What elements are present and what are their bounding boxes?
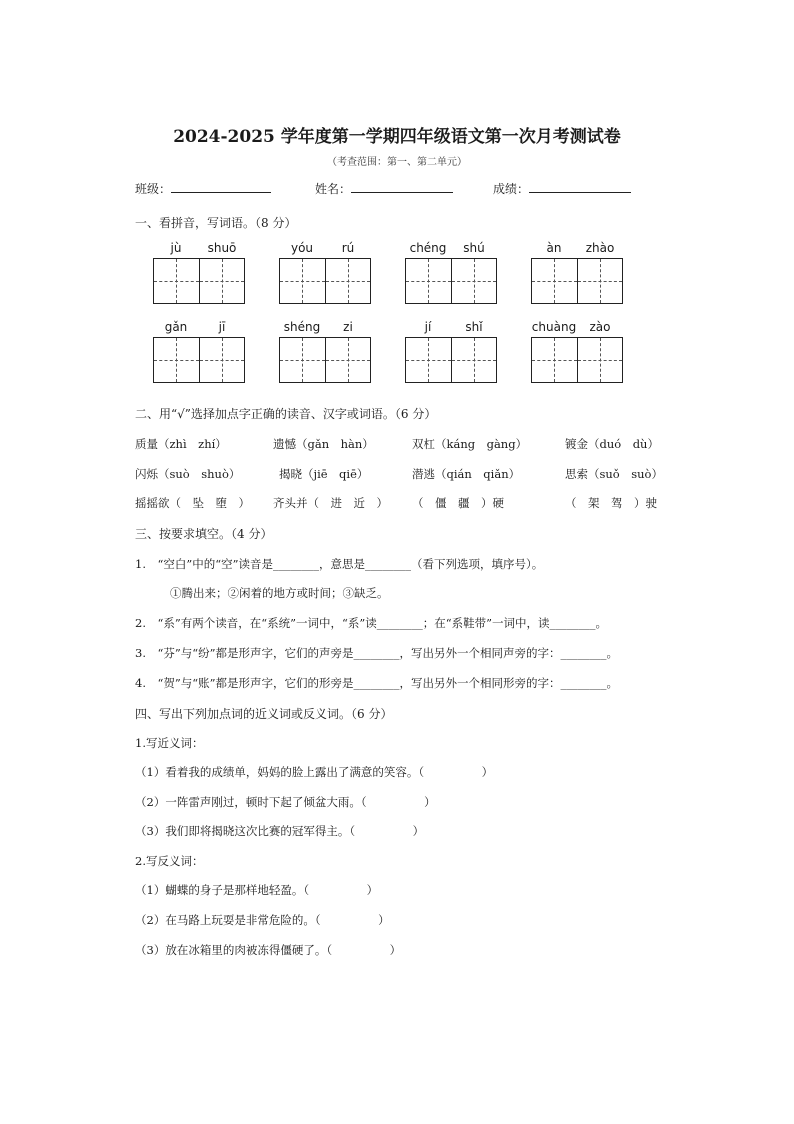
synonym-item[interactable]: （3）我们即将揭晓这次比赛的冠军得主。（ ） bbox=[135, 824, 425, 838]
synonym-heading: 1.写近义词： bbox=[135, 736, 204, 750]
section2-heading: 二、用“√”选择加点字正确的读音、汉字或词语。（6 分） bbox=[135, 407, 437, 421]
synonym-item[interactable]: （2）一阵雷声刚过，顿时下起了倾盆大雨。（ ） bbox=[135, 795, 436, 809]
exam-title: 2024-2025 学年度第一学期四年级语文第一次月考测试卷 bbox=[173, 127, 621, 147]
class-blank[interactable] bbox=[171, 180, 271, 193]
fill-question-3[interactable]: 3. “芬”与“纷”都是形声字，它们的声旁是________，写出另外一个相同声旁的字：________。 bbox=[135, 646, 618, 660]
writing-grid[interactable] bbox=[531, 337, 623, 383]
name-field[interactable] bbox=[315, 180, 453, 197]
class-label: 班级： bbox=[135, 182, 172, 196]
choice-item[interactable]: （ 架 驾 ）驶 bbox=[565, 496, 657, 510]
pinyin-label: gǎn jī bbox=[164, 320, 226, 334]
pinyin-label: shéng zi bbox=[283, 320, 353, 334]
choice-item[interactable]: 摇摇欲（ 坠 堕 ） bbox=[135, 496, 250, 510]
pinyin-label: jù shuō bbox=[170, 241, 237, 255]
score-field[interactable] bbox=[493, 180, 631, 197]
choice-item[interactable]: 潜逃（qián qiǎn） bbox=[412, 467, 521, 481]
choice-item[interactable]: （ 僵 疆 ）硬 bbox=[412, 496, 504, 510]
synonym-item[interactable]: （1）看着我的成绩单，妈妈的脸上露出了满意的笑容。（ ） bbox=[135, 765, 494, 779]
choice-item[interactable]: 闪烁（suò shuò） bbox=[135, 467, 241, 481]
writing-grid[interactable] bbox=[153, 337, 245, 383]
writing-grid[interactable] bbox=[153, 258, 245, 304]
exam-scope: （考查范围：第一、第二单元） bbox=[327, 157, 467, 168]
section1-heading: 一、看拼音，写词语。（8 分） bbox=[135, 216, 297, 230]
choice-item[interactable]: 遗憾（gǎn hàn） bbox=[273, 437, 374, 451]
fill-question-1-options: ①腾出来；②闲着的地方或时间；③缺乏。 bbox=[170, 586, 389, 600]
choice-item[interactable]: 揭晓（jiē qiē） bbox=[279, 467, 369, 481]
choice-item[interactable]: 齐头并（ 进 近 ） bbox=[273, 496, 388, 510]
antonym-heading: 2.写反义词： bbox=[135, 854, 204, 868]
antonym-item[interactable]: （2）在马路上玩耍是非常危险的。（ ） bbox=[135, 913, 390, 927]
writing-grid[interactable] bbox=[279, 337, 371, 383]
choice-item[interactable]: 思索（suǒ suò） bbox=[565, 467, 663, 481]
score-label: 成绩： bbox=[493, 182, 530, 196]
fill-question-4[interactable]: 4. “贺”与“账”都是形声字，它们的形旁是________，写出另外一个相同形旁的字：________。 bbox=[135, 676, 618, 690]
fill-question-2[interactable]: 2. “系”有两个读音，在“系统”一词中，“系”读________；在“系鞋带”一词中，读________。 bbox=[135, 616, 608, 630]
choice-item[interactable]: 双杠（káng gàng） bbox=[412, 437, 528, 451]
writing-grid[interactable] bbox=[405, 337, 497, 383]
pinyin-label: chéng shú bbox=[409, 241, 485, 255]
antonym-item[interactable]: （1）蝴蝶的身子是那样地轻盈。（ ） bbox=[135, 883, 379, 897]
name-label: 姓名： bbox=[315, 182, 352, 196]
pinyin-label: àn zhào bbox=[546, 241, 615, 255]
writing-grid[interactable] bbox=[405, 258, 497, 304]
score-blank[interactable] bbox=[529, 180, 631, 193]
writing-grid[interactable] bbox=[279, 258, 371, 304]
section3-heading: 三、按要求填空。（4 分） bbox=[135, 527, 273, 541]
choice-item[interactable]: 质量（zhì zhí） bbox=[135, 437, 227, 451]
pinyin-label: yóu rú bbox=[290, 241, 355, 255]
writing-grid[interactable] bbox=[531, 258, 623, 304]
section4-heading: 四、写出下列加点词的近义词或反义词。（6 分） bbox=[135, 707, 393, 721]
pinyin-label: chuàng zào bbox=[531, 320, 611, 334]
student-info-row bbox=[135, 180, 695, 198]
class-field[interactable] bbox=[135, 180, 271, 197]
name-blank[interactable] bbox=[351, 180, 453, 193]
choice-item[interactable]: 镀金（duó dù） bbox=[565, 437, 659, 451]
antonym-item[interactable]: （3）放在冰箱里的肉被冻得僵硬了。（ ） bbox=[135, 943, 402, 957]
pinyin-label: jí shǐ bbox=[424, 320, 483, 334]
fill-question-1[interactable]: 1. “空白”中的“空”读音是________，意思是________（看下列选项，填序号）。 bbox=[135, 557, 544, 571]
